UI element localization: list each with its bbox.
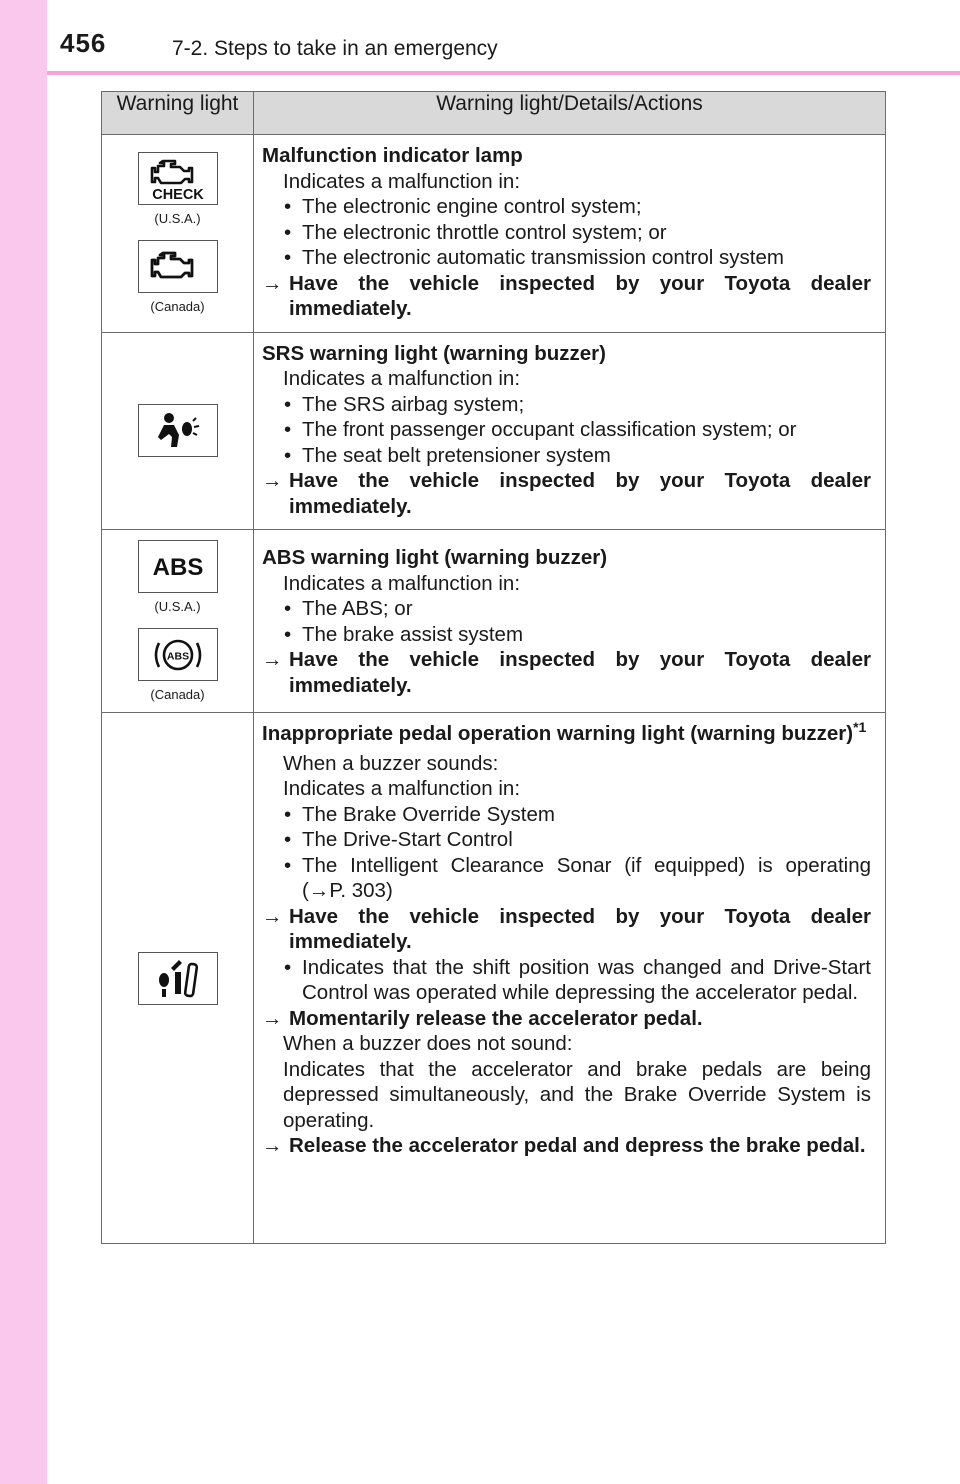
region-label: (Canada) <box>150 299 205 315</box>
list-item: • The front passenger occupant classification system; or <box>284 418 797 441</box>
icon-cell <box>102 135 254 333</box>
intro-text: Indicates a malfunction in: <box>283 777 521 800</box>
abs-circle-icon <box>138 628 218 681</box>
section-title: 7-2. Steps to take in an emergency <box>172 37 498 60</box>
pedal-operation-icon <box>138 952 218 1005</box>
footnote-mark: *1 <box>853 719 867 736</box>
action-text: → Have the vehicle inspected by your Toyota dealer immediately. <box>262 271 871 320</box>
abs-text-icon <box>138 540 218 593</box>
details-cell <box>254 530 886 713</box>
list-item: • The SRS airbag system; <box>284 392 525 416</box>
warning-light-table <box>101 91 886 1244</box>
icon-cell <box>102 713 254 1244</box>
action-text: → Momentarily release the accelerator pedal. <box>262 1006 703 1030</box>
side-color-band <box>0 0 47 1484</box>
srs-airbag-icon <box>138 404 218 457</box>
svg-text:CHECK: CHECK <box>151 186 204 203</box>
details-cell <box>254 135 886 333</box>
table-row <box>102 135 886 333</box>
table-row <box>102 332 886 530</box>
warning-title: Inappropriate pedal operation warning light (warning buzzer)$^{*1}$ <box>262 719 867 745</box>
warning-title: ABS warning light (warning buzzer) <box>262 546 608 569</box>
table-row <box>102 713 886 1244</box>
list-item: • The seat belt pretensioner system <box>284 443 611 467</box>
list-item: • The Drive-Start Control <box>284 828 513 851</box>
page-number: 456 <box>60 28 107 58</box>
icon-cell <box>102 332 254 530</box>
warning-title: SRS warning light (warning buzzer) <box>262 341 606 365</box>
list-item: • The Brake Override System <box>284 802 555 826</box>
table-row <box>102 530 886 713</box>
list-item: • The brake assist system <box>284 622 524 646</box>
list-item: • The ABS; or <box>284 597 413 620</box>
warning-title: Malfunction indicator lamp <box>262 144 523 167</box>
details-cell <box>254 332 886 530</box>
check-engine-icon <box>138 152 218 205</box>
svg-text:ABS: ABS <box>152 553 203 581</box>
list-item: • The Intelligent Clearance Sonar (if equipped) is operating (→P. 303) <box>284 853 871 902</box>
region-label: (U.S.A.) <box>154 211 201 227</box>
action-text: → Have the vehicle inspected by your Toyota dealer immediately. <box>262 469 871 518</box>
header-rule <box>47 71 960 75</box>
intro-text: Indicates a malfunction in: <box>283 169 521 193</box>
list-item: • The electronic throttle control system; or <box>284 220 667 244</box>
list-item: • The electronic automatic transmission control system <box>284 246 784 269</box>
buzzer-sounds-label: When a buzzer sounds: <box>283 751 499 775</box>
header-details: Warning light/Details/Actions <box>254 92 886 135</box>
table-header-row <box>102 92 886 135</box>
page-reference-link[interactable]: →P. 303) <box>308 879 393 902</box>
region-label: (U.S.A.) <box>154 599 201 614</box>
buzzer-silent-label: When a buzzer does not sound: <box>283 1032 573 1055</box>
header-warning-light: Warning light <box>102 92 254 135</box>
list-item: • Indicates that the shift position was changed and Drive-Start Control was operated while depressing the accelerator pedal. <box>284 955 871 1004</box>
details-cell <box>254 713 886 1244</box>
region-label: (Canada) <box>150 687 205 702</box>
action-text: → Have the vehicle inspected by your Toyota dealer immediately. <box>262 648 871 697</box>
action-text: → Have the vehicle inspected by your Toyota dealer immediately. <box>262 904 871 953</box>
description-text: Indicates that the accelerator and brake pedals are being depressed simultaneously, and the Brake Override System is operating. <box>283 1057 871 1132</box>
engine-icon <box>138 240 218 293</box>
intro-text: Indicates a malfunction in: <box>283 367 521 390</box>
action-text: → Release the accelerator pedal and depress the brake pedal. <box>262 1134 866 1157</box>
intro-text: Indicates a malfunction in: <box>283 571 521 595</box>
svg-text:ABS: ABS <box>166 650 189 662</box>
list-item: • The electronic engine control system; <box>284 195 642 218</box>
icon-cell <box>102 530 254 713</box>
